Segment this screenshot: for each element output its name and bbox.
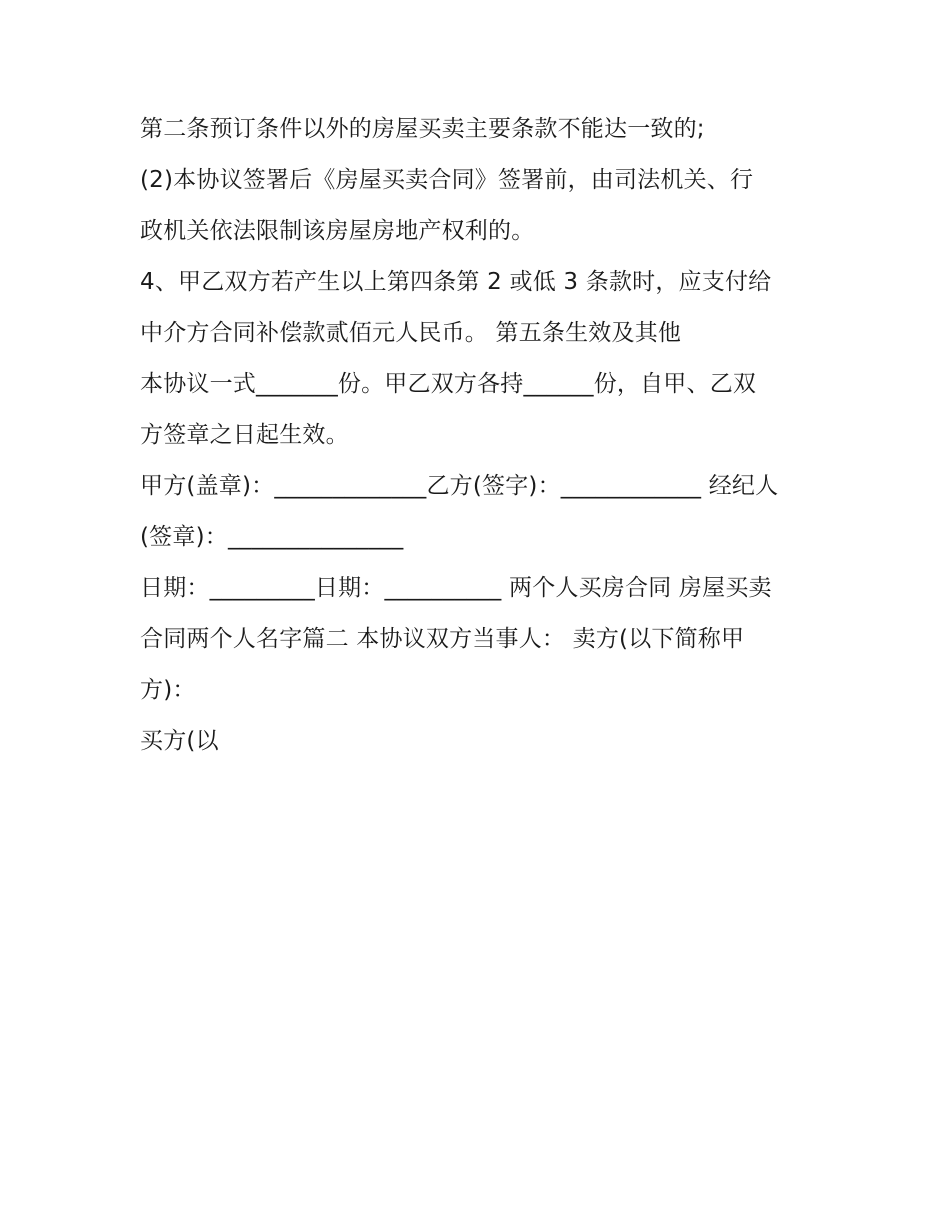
text-line: (签章)：_______________ <box>140 524 404 550</box>
text-line: 本协议一式_______份。甲乙双方各持______份，自甲、乙双 <box>140 371 757 397</box>
text-line: 方)： <box>140 677 196 703</box>
text-line: 中介方合同补偿款贰佰元人民币。 第五条生效及其他 <box>140 320 682 346</box>
text-line: 日期：_________日期：__________ 两个人买房合同 房屋买卖 <box>140 575 772 601</box>
text-line: 政机关依法限制该房屋房地产权利的。 <box>140 218 535 244</box>
text-line: 甲方(盖章)：_____________乙方(签字)：____________ 经纪人 <box>140 473 779 499</box>
text-line: 买方(以 <box>140 728 219 754</box>
text-line: 方签章之日起生效。 <box>140 422 349 448</box>
text-line: 合同两个人名字篇二 本协议双方当事人： 卖方(以下简称甲 <box>140 626 745 652</box>
text-line: 4、甲乙双方若产生以上第四条第 2 或低 3 条款时，应支付给 <box>140 269 772 295</box>
text-line: 第二条预订条件以外的房屋买卖主要条款不能达一致的; <box>140 116 705 142</box>
document-body <box>140 104 820 767</box>
text-line: (2)本协议签署后《房屋买卖合同》签署前，由司法机关、行 <box>140 167 754 193</box>
